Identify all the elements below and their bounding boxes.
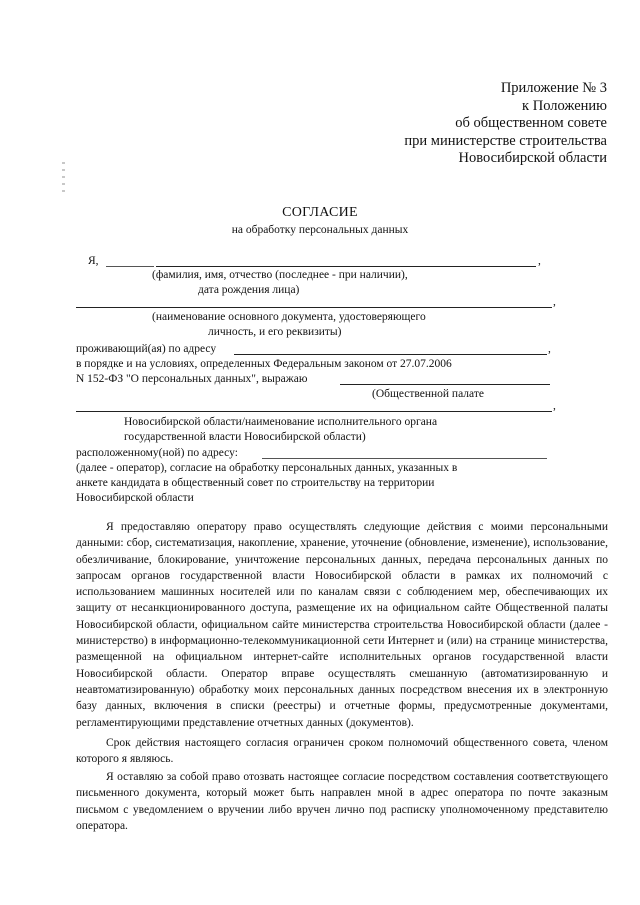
address-label: проживающий(ая) по адресу bbox=[76, 343, 217, 355]
operator-line-3: Новосибирской области bbox=[76, 492, 194, 504]
appendix-line: Новосибирской области bbox=[458, 150, 607, 166]
chamber-hint: (Общественной палате bbox=[372, 388, 484, 400]
rights-paragraph: Я предоставляю оператору право осуществлять следующие действия с моими персональными данными: сбор, систематизация, накопление, хранение, уточнение (обновление, изменение), использование, обезличивание, блокирование, уничтожение персональных данных, передача персональных данных по запросам органов государственной власти Новосибирской области в рамках их полномочий с использованием машинных носителей или по каналам связи с соблюдением мер, обеспечивающих их защиту от несанкционированного доступа, размещение их на официальном сайте Общественной палаты Новосибирской области, официальном сайте министерства строительства Новосибирской области (далее - министерство) в информационно-телекоммуникационной сети Интернет и (или) на странице министерства, размещенной на официальном интернет-сайте исполнительных органов государственной власти Новосибирской области. Оператор вправе осуществлять смешанную (автоматизированную и неавтоматизированную) обработку моих персональных данных посредством внесения их в электронную базу данных, включения в списки (реестры) и отчетные формы, предусмотренные документами, регламентирующими представление отчетных данных (документов). bbox=[76, 521, 608, 729]
validity-paragraph: Срок действия настоящего согласия ограничен сроком полномочий общественного совета, членом которого я являюсь. bbox=[76, 737, 608, 766]
comma: , bbox=[553, 400, 556, 412]
law-line-1: в порядке и на условиях, определенных Федеральным законом от 27.07.2006 bbox=[76, 358, 452, 370]
operator-address-fill-line[interactable] bbox=[262, 458, 547, 459]
appendix-line: к Положению bbox=[522, 97, 607, 114]
org-hint-2: государственной власти Новосибирской области) bbox=[124, 431, 366, 443]
withdrawal-paragraph: Я оставляю за собой право отозвать настоящее согласие посредством составления соответствующего письменного документа, который может быть направлен мной в адрес оператора по почте заказным письмом с уведомлением о вручении либо вручен лично под расписку уполномоченному представителю оператора. bbox=[76, 771, 608, 832]
operator-line-1: (далее - оператор), согласие на обработку персональных данных, указанных в bbox=[76, 462, 458, 474]
address-fill-line[interactable] bbox=[234, 354, 547, 355]
consent-target-fill-line[interactable] bbox=[340, 384, 550, 385]
organization-fill-line[interactable] bbox=[76, 411, 552, 412]
appendix-line: Приложение № 3 bbox=[500, 80, 607, 96]
name-fill-line-short bbox=[106, 266, 154, 267]
i-label: Я, bbox=[88, 255, 99, 267]
consent-subtitle: на обработку персональных данных bbox=[231, 224, 409, 236]
document-hint-2: личность, и его реквизиты) bbox=[208, 326, 342, 338]
margin-scan-mark bbox=[58, 162, 68, 192]
comma: , bbox=[548, 343, 551, 355]
birth-hint: дата рождения лица) bbox=[198, 284, 300, 296]
comma: , bbox=[553, 296, 556, 308]
appendix-line: об общественном совете bbox=[455, 115, 607, 131]
org-hint-1: Новосибирской области/наименование исполнительного органа bbox=[124, 416, 438, 428]
law-line-2: N 152-ФЗ "О персональных данных", выражаю bbox=[76, 373, 308, 385]
name-fill-line[interactable] bbox=[156, 266, 536, 267]
document-hint-1: (наименование основного документа, удостоверяющего bbox=[152, 311, 426, 323]
appendix-line: при министерстве строительства bbox=[404, 132, 607, 149]
consent-title: СОГЛАСИЕ bbox=[282, 205, 358, 220]
appendix-header bbox=[404, 80, 607, 168]
document-fill-line[interactable] bbox=[76, 307, 552, 308]
operator-line-2: анкете кандидата в общественный совет по строительству на территории bbox=[76, 477, 435, 489]
name-hint: (фамилия, имя, отчество (последнее - при наличии), bbox=[152, 269, 408, 281]
comma: , bbox=[538, 255, 541, 267]
located-label: расположенному(ной) по адресу: bbox=[76, 447, 238, 459]
